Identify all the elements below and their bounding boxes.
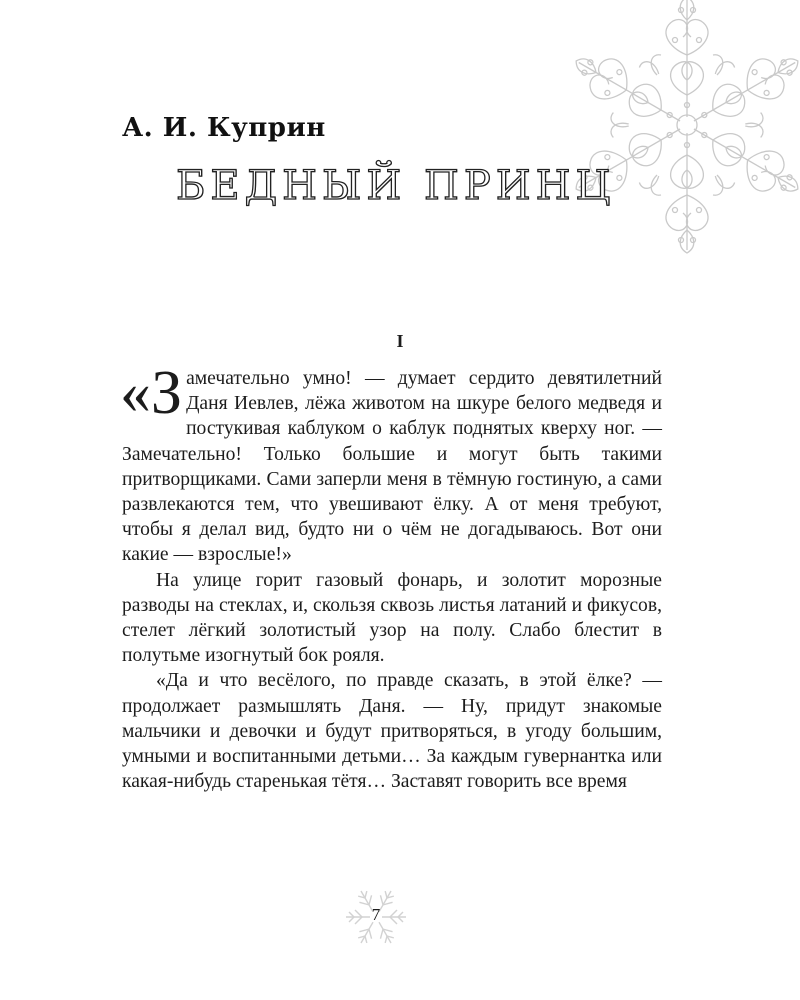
page-number: 7 (371, 905, 381, 924)
author-name: А. И. Куприн (122, 113, 326, 143)
drop-cap: «З (120, 359, 183, 427)
paragraph-text: амечательно умно! — думает сердито девятилетний Даня Иевлев, лёжа животом на шкуре белого медведя и постукивая каблуком о каблук поднятых кверху ног. — Замечательно! Только большие и могут быть такими притворщиками. Сами заперли меня в тёмную гостиную, а сами развлекаются тем, что увешивают ёлку. А от меня требуют, чтобы я делал вид, будто ни о чём не догадываюсь. Вот они какие — взрослые!» (122, 368, 662, 566)
paragraph: «Да и что весёлого, по правде сказать, в этой ёлке? — продолжает размышлять Даня. — Ну, придут знакомые мальчики и девочки и будут притворяться, в угоду большим, умными и воспитанными детьми… За каждым гувернантка или какая-нибудь старенькая тётя… Заставят говорить все время (122, 670, 662, 793)
paragraph: На улице горит газовый фонарь, и золотит морозные разводы на стеклах, и, скользя сквозь листья латаний и фикусов, стелет лёгкий золотистый узор на полу. Слабо блестит в полутьме изогнутый бок рояля. (122, 569, 662, 667)
body-text (120, 359, 662, 794)
snowflake-ornament-icon (552, 0, 800, 260)
chapter-number: I (396, 331, 404, 351)
paragraph (120, 359, 662, 568)
story-title: БЕДНЫЙ ПРИНЦ (176, 163, 616, 209)
